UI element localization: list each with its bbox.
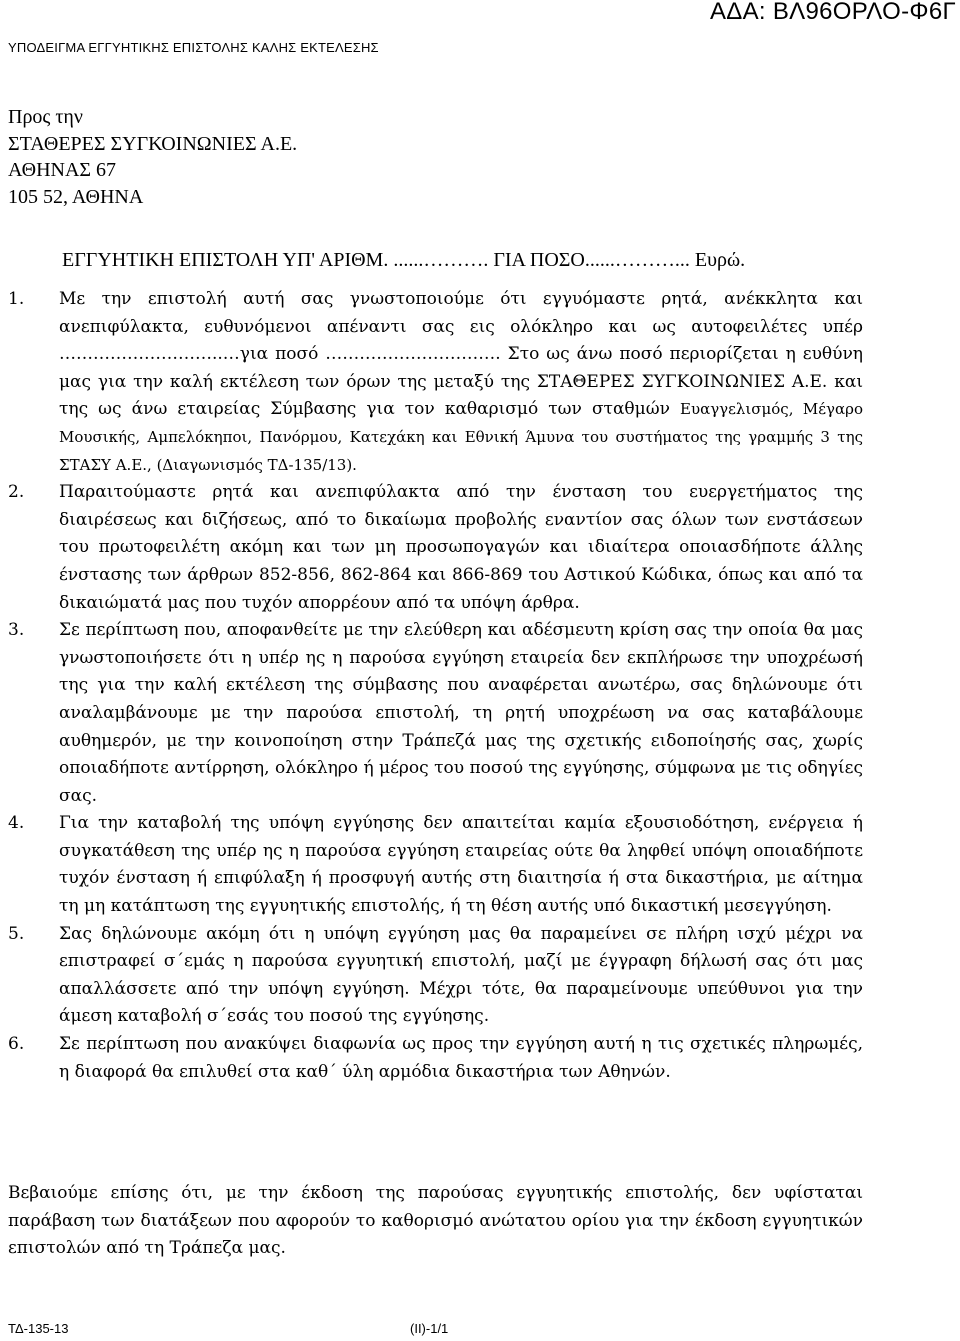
clause-3 bbox=[8, 617, 863, 810]
clause-text: Σε περίπτωση που, αποφανθείτε με την ελεύθερη και αδέσμευτη κρίση σας την οποία θα μας γνωστοποιήσετε ότι η υπέρ ης η παρούσα εγγύηση εταιρεία δεν εκπλήρωσε την υποχρέωσή της για την καλή εκτέλεση της σύμβασης που αναφέρεται ανωτέρω, σας δηλώνουμε ότι αναλαμβάνουμε με την παρούσα επιστολή, τη ρητή υποχρέωση να σας καταβάλουμε αυθημερόν, με την κοινοποίηση στην Τράπεζά μας της σχετικής ειδοποίησής σας, χωρίς οποιαδήποτε αντίρρηση, ολόκληρο ή μέρος του ποσού της εγγύησης, σύμφωνα με τις οδηγίες σας. bbox=[59, 620, 863, 806]
clause-1 bbox=[8, 286, 863, 479]
clause-4 bbox=[8, 810, 863, 920]
footer-doc-code: ΤΔ-135-13 bbox=[8, 1321, 69, 1336]
numbered-clauses bbox=[8, 286, 863, 1086]
clause-number: 1. bbox=[8, 289, 25, 309]
guarantee-heading: ΕΓΓΥΗΤΙΚΗ ΕΠΙΣΤΟΛΗ ΥΠ' ΑΡΙΘΜ. ......………. ΓΙΑ ΠΟΣΟ......………... Ευρώ. bbox=[62, 249, 746, 271]
closing-paragraph: Βεβαιούμε επίσης ότι, με την έκδοση της παρούσας εγγυητικής επιστολής, δεν υφίσταται παράβαση των διατάξεων που αφορούν το καθορισμό ανώτατου ορίου για την έκδοση εγγυητικών επιστολών από τη Τράπεζα μας. bbox=[8, 1183, 863, 1259]
clause-text: Για την καταβολή της υπόψη εγγύησης δεν απαιτείται καμία εξουσιοδότηση, ενέργεια ή συγκατάθεση της υπέρ ης η παρούσα εγγύηση εταιρείας ούτε θα ληφθεί υπόψη οποιαδήποτε τυχόν ένσταση ή επιφύλαξη ή προσφυγή αυτής στη διαιτησία ή στα δικαστήρια, με αίτημα τη μη κατάπτωση της εγγυητικής επιστολής, ή τη θέση αυτής υπό δικαστική μεσεγγύηση. bbox=[59, 813, 863, 917]
clause-text: Παραιτούμαστε ρητά και ανεπιφύλακτα από την ένσταση του ευεργετήματος της διαιρέσεως και διζήσεως, από το δικαίωμα προβολής εναντίον σας όλων των ενστάσεων του πρωτοφειλέτη ακόμη και των μη προσωπογαγών και ιδιαίτερα οποιασδήποτε άλλης ένστασης των άρθρων 852-856, 862-864 και 866-869 του Αστικού Κώδικα, όπως και από τα δικαιώματά μας που τυχόν απορρέουν από τα υπόψη άρθρα. bbox=[59, 482, 863, 613]
recipient-line: ΑΘΗΝΑΣ 67 bbox=[8, 159, 117, 181]
recipient-block bbox=[8, 104, 297, 210]
clause-5 bbox=[8, 921, 863, 1031]
recipient-line: ΣΤΑΘΕΡΕΣ ΣΥΓΚΟΙΝΩΝΙΕΣ Α.Ε. bbox=[8, 132, 298, 155]
clause-number: 3. bbox=[8, 620, 25, 641]
clause-6 bbox=[8, 1031, 863, 1086]
clause-2 bbox=[8, 479, 863, 617]
clause-number: 6. bbox=[8, 1034, 25, 1055]
ada-code: ΑΔΑ: ΒΛ96ΟΡΛΟ-Φ6Γ bbox=[709, 0, 956, 25]
clause-text: Με την επιστολή αυτή σας γνωστοποιούμε ότι εγγυόμαστε ρητά, ανέκκλητα και ανεπιφύλακτα, ευθυνόμενοι απέναντι σας εις ολόκληρο και ως αυτοφειλέτες υπέρ ………………………..…για ποσό …………………………. Στο ως άνω ποσό περιορίζεται η ευθύνη μας για την καλή εκτέλεση των όρων της μεταξύ της ΣΤΑΘΕΡΕΣ ΣΥΓΚΟΙΝΩΝΙΕΣ Α.Ε. και της ως άνω εταιρείας Σύμβασης για τον καθαρισμό των σταθμών bbox=[59, 289, 863, 420]
recipient-line: 105 52, ΑΘΗΝΑ bbox=[8, 185, 144, 208]
clause-number: 2. bbox=[8, 482, 25, 503]
clause-text: Σε περίπτωση που ανακύψει διαφωνία ως προς την εγγύηση αυτή η τις σχετικές πληρωμές, η διαφορά θα επιλυθεί στα καθ΄ ύλη αρμόδια δικαστήρια των Αθηνών. bbox=[59, 1034, 863, 1082]
clause-text-stations: Ευαγγελισμός, Μέγαρο Μουσικής, Αμπελόκηποι, Πανόρμου, Κατεχάκη και Εθνική Άμυνα του συστήματος της γραμμής 3 της ΣΤΑΣΥ Α.Ε., (Διαγωνισμός ΤΔ-135/13). bbox=[59, 400, 863, 474]
recipient-line: Προς την bbox=[8, 106, 83, 128]
clause-number: 5. bbox=[8, 923, 25, 944]
clause-text: Σας δηλώνουμε ακόμη ότι η υπόψη εγγύηση μας θα παραμείνει σε πλήρη ισχύ μέχρι να επιστραφεί σ΄εμάς η παρούσα εγγυητική επιστολή, μαζί με έγγραφη δήλωσή σας ότι μας απαλλάσσετε από την υπόψη εγγύηση. Μέχρι τότε, θα παραμείνουμε υπεύθυνοι για την άμεση καταβολή σ΄εσάς του ποσού της εγγύησης. bbox=[59, 923, 863, 1027]
document-header-title: ΥΠΟΔΕΙΓΜΑ ΕΓΓΥΗΤΙΚΗΣ ΕΠΙΣΤΟΛΗΣ ΚΑΛΗΣ ΕΚΤΕΛΕΣΗΣ bbox=[8, 40, 379, 55]
footer-page-ref: (ΙΙ)-1/1 bbox=[410, 1321, 449, 1336]
clause-number: 4. bbox=[8, 813, 25, 834]
